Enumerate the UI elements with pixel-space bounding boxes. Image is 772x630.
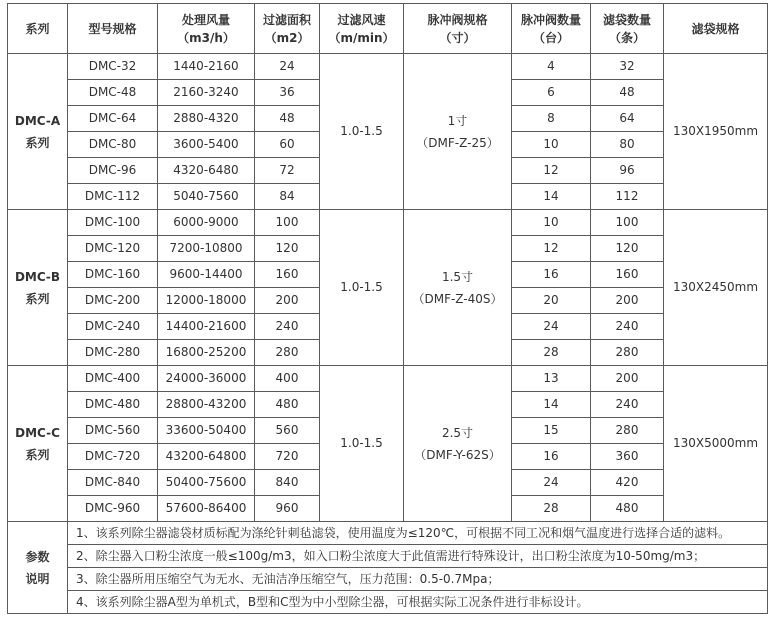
series-suffix: 系列 <box>25 291 50 306</box>
cell-model: DMC-80 <box>68 132 158 158</box>
note-row <box>8 522 768 545</box>
notes-label-line2: 说明 <box>25 571 50 586</box>
notes-label-line1: 参数 <box>25 549 50 564</box>
cell-airflow: 33600-50400 <box>158 418 255 444</box>
cell-valves: 24 <box>512 314 591 340</box>
header-bag-count <box>591 4 664 54</box>
header-model: 型号规格 <box>68 4 158 54</box>
cell-model: DMC-112 <box>68 184 158 210</box>
cell-bags: 240 <box>591 392 664 418</box>
cell-valves: 20 <box>512 288 591 314</box>
cell-valves: 10 <box>512 210 591 236</box>
cell-area: 720 <box>255 444 320 470</box>
valve-model: （DMF-Z-25） <box>416 135 499 150</box>
cell-model: DMC-64 <box>68 106 158 132</box>
header-speed-unit: （m/min） <box>328 30 395 45</box>
cell-valves: 24 <box>512 470 591 496</box>
valve-size: 1寸 <box>447 113 468 128</box>
header-airflow <box>158 4 255 54</box>
cell-model: DMC-240 <box>68 314 158 340</box>
cell-valves: 12 <box>512 158 591 184</box>
cell-bags: 200 <box>591 288 664 314</box>
cell-model: DMC-48 <box>68 80 158 106</box>
header-area <box>255 4 320 54</box>
cell-bags: 360 <box>591 444 664 470</box>
cell-valves: 8 <box>512 106 591 132</box>
header-bag-count-unit: （条） <box>608 30 645 45</box>
cell-area: 48 <box>255 106 320 132</box>
header-airflow-title: 处理风量 <box>181 12 230 27</box>
cell-model: DMC-160 <box>68 262 158 288</box>
cell-area: 84 <box>255 184 320 210</box>
cell-airflow: 5040-7560 <box>158 184 255 210</box>
cell-area: 160 <box>255 262 320 288</box>
note-item: 4、该系列除尘器A型为单机式，B型和C型为中小型除尘器，可根据实际工况条件进行非标设计。 <box>68 591 768 614</box>
cell-bags: 80 <box>591 132 664 158</box>
cell-airflow: 24000-36000 <box>158 366 255 392</box>
cell-area: 200 <box>255 288 320 314</box>
series-label-c <box>8 366 68 522</box>
table-row <box>8 366 768 392</box>
cell-area: 960 <box>255 496 320 522</box>
valve-size: 1.5寸 <box>441 269 474 284</box>
valve-model: （DMF-Z-40S） <box>412 291 503 306</box>
cell-model: DMC-560 <box>68 418 158 444</box>
cell-bags: 112 <box>591 184 664 210</box>
note-item: 3、除尘器所用压缩空气为无水、无油洁净压缩空气，压力范围：0.5-0.7Mpa； <box>68 568 768 591</box>
cell-airflow: 14400-21600 <box>158 314 255 340</box>
bag-spec-cell-b: 130X2450mm <box>664 210 768 366</box>
cell-model: DMC-200 <box>68 288 158 314</box>
valve-spec-cell-a <box>404 54 512 210</box>
cell-valves: 10 <box>512 132 591 158</box>
header-valve-spec <box>404 4 512 54</box>
note-row <box>8 545 768 568</box>
speed-cell-c: 1.0-1.5 <box>320 366 404 522</box>
spec-table <box>7 3 768 614</box>
cell-area: 60 <box>255 132 320 158</box>
cell-airflow: 12000-18000 <box>158 288 255 314</box>
notes-label <box>8 522 68 614</box>
cell-area: 36 <box>255 80 320 106</box>
cell-airflow: 1440-2160 <box>158 54 255 80</box>
header-speed-title: 过滤风速 <box>337 12 386 27</box>
cell-area: 280 <box>255 340 320 366</box>
header-valve-spec-unit: （寸） <box>439 30 476 45</box>
cell-airflow: 50400-75600 <box>158 470 255 496</box>
cell-model: DMC-840 <box>68 470 158 496</box>
cell-airflow: 57600-86400 <box>158 496 255 522</box>
header-airflow-unit: （m3/h） <box>177 30 235 45</box>
header-valve-count-title: 脉冲阀数量 <box>520 12 581 27</box>
cell-model: DMC-480 <box>68 392 158 418</box>
cell-model: DMC-280 <box>68 340 158 366</box>
cell-airflow: 7200-10800 <box>158 236 255 262</box>
cell-bags: 420 <box>591 470 664 496</box>
cell-model: DMC-120 <box>68 236 158 262</box>
series-code: DMC-A <box>14 113 61 128</box>
note-item: 1、该系列除尘器滤袋材质标配为涤纶针刺毡滤袋，使用温度为≤120℃，可根据不同工况和烟气温度进行选择合适的滤料。 <box>68 522 768 545</box>
valve-size: 2.5寸 <box>441 425 474 440</box>
cell-valves: 14 <box>512 392 591 418</box>
cell-model: DMC-96 <box>68 158 158 184</box>
cell-model: DMC-100 <box>68 210 158 236</box>
header-valve-count-unit: （台） <box>532 30 569 45</box>
header-series: 系列 <box>8 4 68 54</box>
cell-area: 400 <box>255 366 320 392</box>
cell-airflow: 43200-64800 <box>158 444 255 470</box>
cell-valves: 6 <box>512 80 591 106</box>
cell-valves: 16 <box>512 262 591 288</box>
cell-bags: 280 <box>591 340 664 366</box>
note-row <box>8 568 768 591</box>
cell-area: 72 <box>255 158 320 184</box>
note-row <box>8 591 768 614</box>
cell-bags: 32 <box>591 54 664 80</box>
cell-valves: 13 <box>512 366 591 392</box>
cell-valves: 28 <box>512 340 591 366</box>
cell-valves: 14 <box>512 184 591 210</box>
series-label-a <box>8 54 68 210</box>
cell-bags: 280 <box>591 418 664 444</box>
series-suffix: 系列 <box>25 447 50 462</box>
cell-airflow: 16800-25200 <box>158 340 255 366</box>
cell-bags: 120 <box>591 236 664 262</box>
header-area-unit: （m2） <box>264 30 310 45</box>
valve-model: （DMF-Y-62S） <box>414 447 501 462</box>
cell-bags: 100 <box>591 210 664 236</box>
valve-spec-cell-c <box>404 366 512 522</box>
valve-spec-cell-b <box>404 210 512 366</box>
bag-spec-cell-a: 130X1950mm <box>664 54 768 210</box>
cell-bags: 96 <box>591 158 664 184</box>
cell-airflow: 9600-14400 <box>158 262 255 288</box>
series-suffix: 系列 <box>25 135 50 150</box>
cell-area: 100 <box>255 210 320 236</box>
header-bag-spec: 滤袋规格 <box>664 4 768 54</box>
table-row <box>8 210 768 236</box>
cell-area: 240 <box>255 314 320 340</box>
cell-airflow: 2880-4320 <box>158 106 255 132</box>
header-valve-count <box>512 4 591 54</box>
cell-model: DMC-960 <box>68 496 158 522</box>
table-row <box>8 54 768 80</box>
cell-valves: 4 <box>512 54 591 80</box>
cell-airflow: 3600-5400 <box>158 132 255 158</box>
cell-airflow: 28800-43200 <box>158 392 255 418</box>
cell-area: 120 <box>255 236 320 262</box>
cell-model: DMC-720 <box>68 444 158 470</box>
cell-area: 560 <box>255 418 320 444</box>
cell-bags: 240 <box>591 314 664 340</box>
series-code: DMC-B <box>14 269 61 284</box>
cell-valves: 15 <box>512 418 591 444</box>
table-body <box>8 54 768 614</box>
header-area-title: 过滤面积 <box>262 12 311 27</box>
cell-bags: 64 <box>591 106 664 132</box>
note-item: 2、除尘器入口粉尘浓度一般≤100g/m3，如入口粉尘浓度大于此值需进行特殊设计，出口粉尘浓度为10-50mg/m3； <box>68 545 768 568</box>
cell-model: DMC-400 <box>68 366 158 392</box>
cell-valves: 16 <box>512 444 591 470</box>
cell-airflow: 2160-3240 <box>158 80 255 106</box>
series-label-b <box>8 210 68 366</box>
cell-area: 24 <box>255 54 320 80</box>
speed-cell-a: 1.0-1.5 <box>320 54 404 210</box>
cell-area: 480 <box>255 392 320 418</box>
cell-model: DMC-32 <box>68 54 158 80</box>
cell-area: 840 <box>255 470 320 496</box>
cell-bags: 200 <box>591 366 664 392</box>
cell-valves: 12 <box>512 236 591 262</box>
cell-airflow: 6000-9000 <box>158 210 255 236</box>
header-bag-count-title: 滤袋数量 <box>602 12 651 27</box>
cell-bags: 480 <box>591 496 664 522</box>
header-speed <box>320 4 404 54</box>
header-row <box>8 4 768 54</box>
cell-airflow: 4320-6480 <box>158 158 255 184</box>
cell-bags: 160 <box>591 262 664 288</box>
header-valve-spec-title: 脉冲阀规格 <box>427 12 488 27</box>
cell-bags: 48 <box>591 80 664 106</box>
series-code: DMC-C <box>15 425 60 440</box>
cell-valves: 28 <box>512 496 591 522</box>
bag-spec-cell-c: 130X5000mm <box>664 366 768 522</box>
speed-cell-b: 1.0-1.5 <box>320 210 404 366</box>
